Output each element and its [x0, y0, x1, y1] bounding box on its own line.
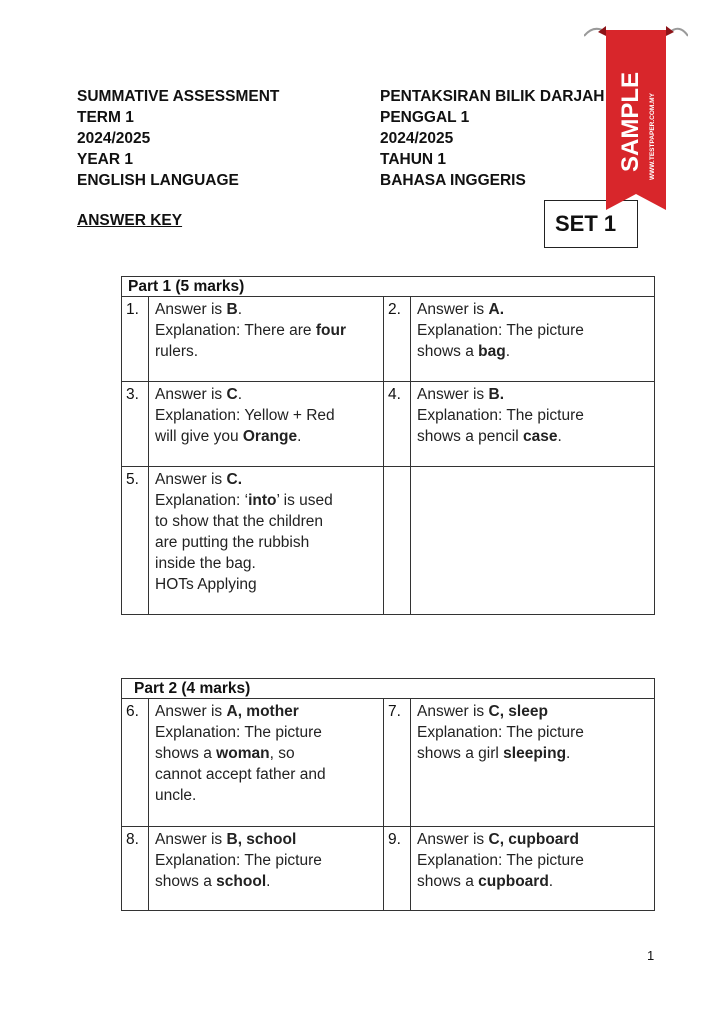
- answer-line: [155, 384, 379, 405]
- answer-line: [155, 850, 379, 871]
- answer-keyword: C.: [226, 471, 242, 488]
- answer-line: [155, 490, 379, 511]
- answer-line: [417, 871, 650, 892]
- answer-keyword: C, cupboard: [488, 831, 579, 848]
- answer-line: [155, 511, 379, 532]
- answer-keyword: school: [216, 873, 267, 890]
- answer-keyword: into: [248, 492, 277, 509]
- question-number: 4.: [384, 382, 411, 467]
- answer-text: Explanation: ‘: [155, 492, 249, 509]
- answer-text: shows a: [155, 745, 217, 762]
- answer-text: Explanation: The picture: [417, 724, 584, 741]
- answer-line: [417, 829, 650, 850]
- answer-text: are putting the rubbish: [155, 534, 310, 551]
- answer-text: Answer is: [155, 703, 227, 720]
- part2-table: [121, 678, 655, 911]
- part1-table: [121, 276, 655, 615]
- answer-keyword: A.: [488, 301, 504, 318]
- set-label: SET 1: [555, 211, 617, 236]
- answer-line: [155, 341, 379, 362]
- answer-text: Answer is: [155, 471, 227, 488]
- answer-text: shows a girl: [417, 745, 504, 762]
- answer-text: Answer is: [417, 703, 489, 720]
- answer-cell: [411, 827, 655, 911]
- answer-text: .: [297, 428, 302, 445]
- page-number: 1: [647, 948, 655, 963]
- empty-cell: [384, 467, 411, 615]
- answer-cell: [149, 827, 384, 911]
- answer-text: inside the bag.: [155, 555, 256, 572]
- answer-keyword: C, sleep: [488, 703, 548, 720]
- answer-line: [155, 743, 379, 764]
- header-line: PENGGAL 1: [380, 109, 470, 126]
- answer-keyword: B: [226, 301, 238, 318]
- answer-text: .: [237, 386, 243, 403]
- ribbon-fold-left: [598, 26, 606, 36]
- answer-text: , so: [269, 745, 295, 762]
- answer-text: cannot accept father and: [155, 766, 326, 783]
- answer-text: Answer is: [155, 301, 227, 318]
- header-line: TAHUN 1: [380, 151, 447, 168]
- answer-line: [155, 722, 379, 743]
- answer-keyword: C: [226, 386, 238, 403]
- answer-keyword: cupboard: [478, 873, 549, 890]
- answer-text: Answer is: [417, 386, 489, 403]
- answer-text: .: [237, 301, 243, 318]
- answer-text: Explanation: The picture: [155, 852, 322, 869]
- answer-text: Answer is: [417, 301, 489, 318]
- answer-text: .: [505, 343, 511, 360]
- answer-text: shows a: [155, 873, 217, 890]
- answer-line: [417, 299, 650, 320]
- answer-line: [417, 405, 650, 426]
- answer-text: rulers.: [155, 343, 199, 360]
- header-line: ENGLISH LANGUAGE: [77, 172, 239, 189]
- answer-line: [417, 426, 650, 447]
- answer-text: Explanation: There are: [155, 322, 316, 339]
- part2-title: Part 2 (4 marks): [122, 679, 655, 699]
- header-line: SUMMATIVE ASSESSMENT: [77, 88, 280, 105]
- answer-text: will give you: [155, 428, 243, 445]
- part1-title: Part 1 (5 marks): [122, 277, 655, 297]
- answer-line: [417, 701, 650, 722]
- answer-text: .: [566, 745, 571, 762]
- answer-keyword: Orange: [242, 428, 298, 445]
- question-number: 1.: [122, 297, 149, 382]
- answer-cell: [411, 382, 655, 467]
- question-number: 3.: [122, 382, 149, 467]
- answer-text: .: [548, 873, 554, 890]
- answer-keyword: four: [315, 322, 346, 339]
- answer-text: shows a pencil: [417, 428, 523, 445]
- answer-line: [155, 764, 379, 785]
- answer-line: [155, 426, 379, 447]
- answer-keyword: sleeping: [503, 745, 567, 762]
- answer-text: Explanation: The picture: [417, 407, 584, 424]
- question-number: 8.: [122, 827, 149, 911]
- header-line: PENTAKSIRAN BILIK DARJAH: [380, 88, 605, 105]
- answer-text: .: [266, 873, 271, 890]
- sample-ribbon: [584, 22, 688, 222]
- answer-cell: [149, 699, 384, 827]
- answer-keyword: B, school: [226, 831, 297, 848]
- answer-cell: [149, 382, 384, 467]
- answer-line: [155, 320, 379, 341]
- answer-text: Explanation: The picture: [417, 852, 584, 869]
- answer-line: [155, 553, 379, 574]
- question-number: 7.: [384, 699, 411, 827]
- empty-cell: [411, 467, 655, 615]
- answer-keyword: B.: [488, 386, 504, 403]
- answer-line: [155, 532, 379, 553]
- header-line: YEAR 1: [77, 151, 133, 168]
- answer-line: [155, 405, 379, 426]
- ribbon-subtext: WWW.TESTPAPER.COM.MY: [649, 93, 656, 180]
- answer-line: [417, 722, 650, 743]
- answer-line: [417, 850, 650, 871]
- answer-text: Answer is: [417, 831, 489, 848]
- answer-keyword: bag: [478, 343, 506, 360]
- ribbon-text: SAMPLE: [617, 71, 644, 172]
- question-number: 5.: [122, 467, 149, 615]
- answer-line: [155, 785, 379, 806]
- header-line: 2024/2025: [380, 130, 454, 147]
- answer-text: HOTs Applying: [155, 576, 257, 593]
- answer-line: [417, 320, 650, 341]
- answer-text: ’ is used: [276, 492, 333, 509]
- answer-line: [417, 384, 650, 405]
- question-number: 6.: [122, 699, 149, 827]
- answer-key-heading: ANSWER KEY: [77, 212, 183, 229]
- answer-line: [155, 829, 379, 850]
- answer-cell: [149, 297, 384, 382]
- answer-line: [155, 574, 379, 595]
- answer-cell: [411, 699, 655, 827]
- answer-text: Answer is: [155, 831, 227, 848]
- header-line: BAHASA INGGERIS: [380, 172, 526, 189]
- answer-keyword: woman: [216, 745, 270, 762]
- answer-line: [155, 299, 379, 320]
- answer-cell: [149, 467, 384, 615]
- answer-text: Explanation: The picture: [417, 322, 584, 339]
- header-line: 2024/2025: [77, 130, 151, 147]
- answer-line: [417, 341, 650, 362]
- answer-text: to show that the children: [155, 513, 324, 530]
- answer-text: Explanation: Yellow + Red: [155, 407, 335, 424]
- answer-text: uncle.: [155, 787, 197, 804]
- answer-text: Answer is: [155, 386, 227, 403]
- answer-text: shows a: [417, 343, 479, 360]
- header-right: [380, 86, 604, 191]
- answer-text: .: [557, 428, 562, 445]
- answer-text: shows a: [417, 873, 479, 890]
- header-line: TERM 1: [77, 109, 134, 126]
- answer-line: [155, 469, 379, 490]
- answer-keyword: case: [522, 428, 558, 445]
- answer-keyword: A, mother: [226, 703, 299, 720]
- answer-text: Explanation: The picture: [155, 724, 322, 741]
- answer-cell: [411, 297, 655, 382]
- answer-line: [417, 743, 650, 764]
- answer-line: [155, 701, 379, 722]
- question-number: 2.: [384, 297, 411, 382]
- question-number: 9.: [384, 827, 411, 911]
- header-left: [77, 86, 279, 191]
- answer-line: [155, 871, 379, 892]
